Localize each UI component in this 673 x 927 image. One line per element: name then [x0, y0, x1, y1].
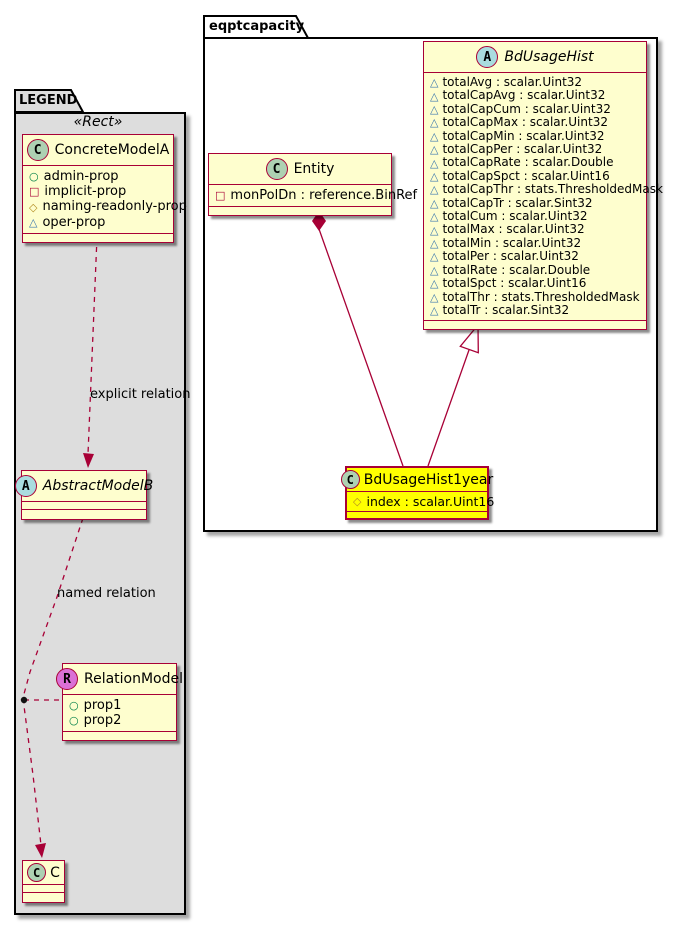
methods-compartment	[347, 511, 487, 518]
attribute-text: totalRate : scalar.Double	[442, 262, 591, 277]
abstract-spot-icon: A	[15, 475, 37, 497]
attribute-text: naming-readonly-prop	[42, 199, 187, 215]
class-header	[21, 471, 154, 501]
attribute-text: totalMax : scalar.Uint32	[442, 222, 585, 237]
attribute-text: admin-prop	[43, 169, 119, 184]
methods-compartment	[424, 320, 646, 329]
methods-compartment	[209, 206, 391, 215]
implicit-prop-icon	[215, 190, 225, 201]
oper-prop-icon	[430, 198, 438, 209]
methods-compartment	[23, 892, 64, 902]
oper-prop-icon	[430, 211, 438, 222]
implicit-prop-icon	[29, 186, 39, 197]
legend-package-title: LEGEND	[19, 93, 78, 108]
oper-prop-icon	[430, 265, 438, 276]
explicit-relation-label: explicit relation	[90, 387, 191, 402]
attribute-text: totalAvg : scalar.Uint32	[442, 75, 583, 89]
attribute-text: index : scalar.Uint16	[366, 494, 495, 509]
attribute-text: totalCapRate : scalar.Double	[442, 155, 614, 170]
attributes-compartment	[23, 165, 187, 233]
attributes-compartment	[424, 72, 663, 320]
attribute-text: oper-prop	[42, 214, 106, 230]
oper-prop-icon	[430, 158, 438, 169]
class-header	[23, 861, 64, 884]
oper-prop-icon	[430, 117, 438, 128]
class-header	[424, 42, 646, 72]
oper-prop-icon	[430, 225, 438, 236]
admin-prop-icon	[69, 715, 79, 726]
attribute-text: implicit-prop	[44, 184, 127, 200]
class-bd-usage-hist-1year	[345, 466, 495, 520]
class-concrete-model-a	[22, 134, 187, 243]
attribute-text: totalCapMax : scalar.Uint32	[442, 115, 608, 130]
attributes-compartment	[23, 884, 64, 892]
attribute-text: prop2	[83, 713, 122, 729]
class-title: C	[50, 864, 60, 881]
oper-prop-icon	[430, 104, 438, 115]
class-title: ConcreteModelA	[54, 142, 170, 158]
naming-readonly-prop-icon	[353, 496, 361, 507]
methods-compartment	[23, 233, 173, 242]
attribute-text: totalCapTr : scalar.Sint32	[442, 195, 593, 210]
naming-readonly-prop-icon	[29, 202, 37, 213]
class-spot-icon: C	[27, 863, 46, 882]
oper-prop-icon	[430, 144, 438, 155]
oper-prop-icon	[29, 217, 37, 228]
class-title: BdUsageHist1year	[363, 471, 494, 488]
class-spot-icon: C	[266, 158, 288, 180]
oper-prop-icon	[430, 278, 438, 289]
attributes-compartment	[22, 501, 146, 509]
attribute-text: totalMin : scalar.Uint32	[442, 235, 582, 250]
admin-prop-icon	[69, 700, 79, 711]
oper-prop-icon	[430, 305, 438, 316]
class-title: AbstractModelB	[42, 478, 154, 494]
attribute-text: totalCapAvg : scalar.Uint32	[442, 88, 606, 103]
class-header	[209, 154, 391, 184]
attribute-text: totalCapSpct : scalar.Uint16	[442, 168, 610, 183]
attributes-compartment	[209, 184, 418, 206]
oper-prop-icon	[430, 131, 438, 142]
named-relation-label: named relation	[57, 586, 156, 601]
attribute-text: prop1	[83, 698, 122, 713]
attributes-compartment	[63, 694, 176, 731]
relation-spot-icon: R	[56, 668, 78, 690]
stereotype-rect: «Rect»	[73, 114, 123, 130]
class-header	[23, 135, 173, 165]
attribute-text: totalCapCum : scalar.Uint32	[442, 101, 611, 116]
class-c	[22, 860, 65, 903]
oper-prop-icon	[430, 171, 438, 182]
attribute-text: totalCapPer : scalar.Uint32	[442, 142, 603, 157]
abstract-spot-icon: A	[476, 46, 498, 68]
class-entity	[208, 153, 418, 216]
class-spot-icon: C	[27, 139, 49, 161]
oper-prop-icon	[430, 91, 438, 102]
attribute-text: totalCum : scalar.Uint32	[442, 209, 588, 224]
attribute-text: totalCapMin : scalar.Uint32	[442, 128, 605, 143]
attribute-text: totalPer : scalar.Uint32	[442, 249, 579, 264]
eqptcapacity-package-title: eqptcapacity	[209, 19, 305, 34]
class-title: Entity	[293, 161, 335, 177]
attribute-text: totalThr : stats.ThresholdedMask	[442, 289, 640, 304]
oper-prop-icon	[430, 238, 438, 249]
oper-prop-icon	[430, 292, 438, 303]
class-header	[346, 468, 494, 491]
class-title: RelationModel	[83, 671, 184, 687]
class-title: BdUsageHist	[504, 49, 594, 65]
class-spot-icon: C	[341, 470, 360, 489]
oper-prop-icon	[430, 77, 438, 88]
admin-prop-icon	[29, 171, 39, 182]
oper-prop-icon	[430, 251, 438, 262]
oper-prop-icon	[430, 184, 438, 195]
methods-compartment	[22, 509, 146, 519]
attribute-text: totalCapThr : stats.ThresholdedMask	[442, 182, 663, 197]
class-bd-usage-hist	[423, 41, 663, 330]
class-abstract-model-b	[21, 470, 154, 520]
attribute-text: monPolDn : reference.BinRef	[230, 188, 418, 203]
class-relation-model	[62, 663, 184, 741]
attribute-text: totalSpct : scalar.Uint16	[442, 276, 587, 291]
class-header	[63, 664, 184, 694]
attributes-compartment	[347, 491, 495, 511]
methods-compartment	[63, 731, 176, 740]
attribute-text: totalTr : scalar.Sint32	[442, 302, 570, 317]
